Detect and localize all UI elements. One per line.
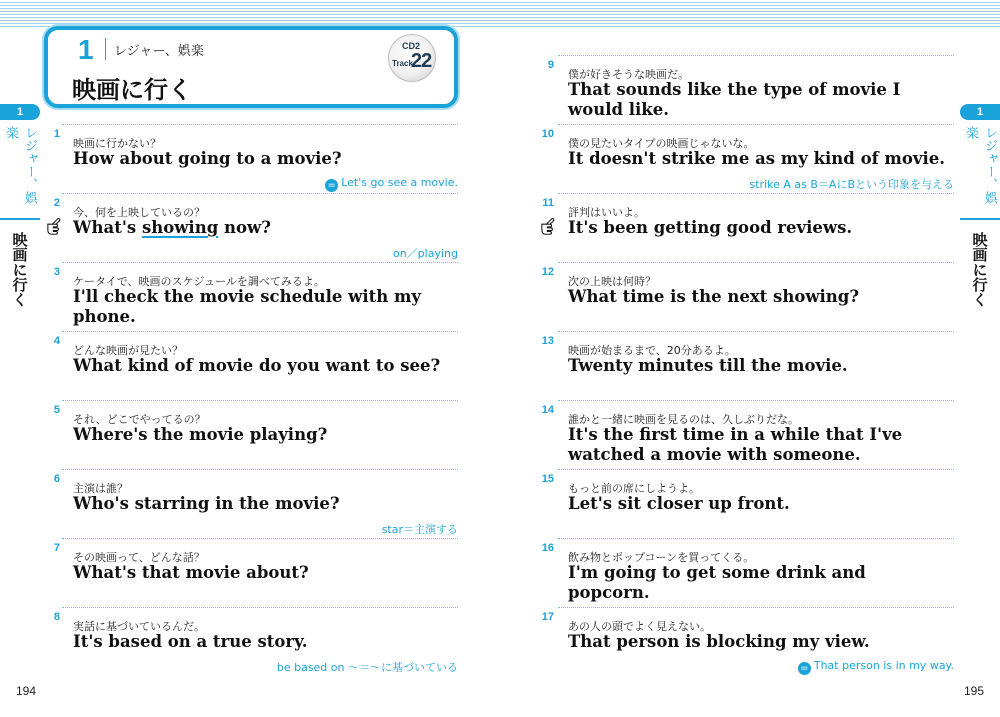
english-text: That person is blocking my view. xyxy=(568,632,870,651)
entry-number: 15 xyxy=(541,473,554,485)
phrase-entry xyxy=(500,55,1000,124)
dotted-divider xyxy=(62,538,458,539)
japanese-text: もっと前の席にしようよ。 xyxy=(568,482,700,495)
tab-title: 映画に行く xyxy=(970,232,989,307)
phrase-entry xyxy=(500,400,1000,469)
entry-number: 14 xyxy=(541,404,554,416)
entry-note: be based on 〜＝〜に基づいている xyxy=(276,661,458,674)
section-header xyxy=(44,26,458,108)
entry-number: 17 xyxy=(541,611,554,623)
phrase-entry xyxy=(0,607,500,676)
dotted-divider xyxy=(558,331,954,332)
entry-note: on／playing xyxy=(392,247,458,260)
cd-label: CD2 xyxy=(402,41,421,51)
tab-section-number: 1 xyxy=(960,104,1000,120)
dotted-divider xyxy=(558,55,954,56)
tab-title: 映画に行く xyxy=(10,232,29,307)
dotted-divider xyxy=(558,607,954,608)
phrase-entry xyxy=(500,331,1000,400)
entry-number: 13 xyxy=(541,335,554,347)
entry-number: 11 xyxy=(542,197,554,209)
phrase-entry xyxy=(0,469,500,538)
dotted-divider xyxy=(62,262,458,263)
dotted-divider xyxy=(558,469,954,470)
phrase-entry xyxy=(500,124,1000,193)
entry-number: 6 xyxy=(53,473,60,485)
dotted-divider xyxy=(558,193,954,194)
english-text: It's the first time in a while that I've watched a movie with someone. xyxy=(568,425,903,464)
english-text: I'm going to get some drink and popcorn. xyxy=(568,563,866,602)
entry-number: 16 xyxy=(541,542,554,554)
japanese-text: どんな映画が見たい？ xyxy=(73,344,183,357)
entry-number: 12 xyxy=(541,266,554,278)
dotted-divider xyxy=(62,331,458,332)
hand-pointer-icon xyxy=(46,215,68,237)
entry-number: 2 xyxy=(53,197,60,209)
english-text: It's been getting good reviews. xyxy=(568,218,853,237)
track-number: 22 xyxy=(411,50,432,72)
dotted-divider xyxy=(62,124,458,125)
japanese-text: その映画って、どんな話？ xyxy=(73,551,205,564)
phrase-entry xyxy=(0,538,500,607)
english-text: I'll check the movie schedule with my phone. xyxy=(73,287,421,326)
entry-number: 7 xyxy=(53,542,60,554)
phrase-entry xyxy=(0,400,500,469)
english-text: What kind of movie do you want to see? xyxy=(73,356,441,375)
japanese-text: 映画が始まるまで、20分あるよ。 xyxy=(568,344,736,357)
note-text: Let's go see a movie. xyxy=(341,176,458,189)
japanese-text: ケータイで、映画のスケジュールを調べてみるよ。 xyxy=(73,275,325,288)
phrase-entry xyxy=(0,331,500,400)
english-text: Twenty minutes till the movie. xyxy=(568,356,848,375)
phrase-entry xyxy=(500,262,1000,331)
underlined-word: showing xyxy=(141,218,219,237)
section-title: 映画に行く xyxy=(72,76,192,104)
dotted-divider xyxy=(558,400,954,401)
tab-section-number: 1 xyxy=(0,104,40,120)
english-text: Who's starring in the movie? xyxy=(73,494,340,513)
entry-note xyxy=(654,659,954,675)
entry-note: star＝主演する xyxy=(381,523,458,536)
equals-circle-icon: = xyxy=(798,662,811,675)
english-text: Where's the movie playing? xyxy=(73,425,328,444)
cd-icon xyxy=(388,34,436,82)
hand-pointer-icon xyxy=(540,215,562,237)
right-page xyxy=(500,0,1000,717)
english-text xyxy=(73,218,453,238)
dotted-divider xyxy=(62,469,458,470)
japanese-text: 映画に行かない？ xyxy=(73,137,161,150)
page-number: 195 xyxy=(963,684,984,698)
english-text: Let's sit closer up front. xyxy=(568,494,790,513)
section-category: レジャー、娯楽 xyxy=(114,44,204,59)
tab-category: レジャー、娯楽 xyxy=(963,126,997,204)
tab-category: レジャー、娯楽 xyxy=(3,126,37,204)
track-label: Track xyxy=(392,59,413,68)
dotted-divider xyxy=(558,538,954,539)
entry-number: 8 xyxy=(53,611,60,623)
entry-number: 9 xyxy=(547,59,554,71)
japanese-text: 主演は誰？ xyxy=(73,482,128,495)
english-text: It's based on a true story. xyxy=(73,632,308,651)
note-text: That person is in my way. xyxy=(813,659,954,672)
phrase-entry xyxy=(0,193,500,262)
equals-circle-icon: = xyxy=(325,179,338,192)
japanese-text: 僕の見たいタイプの映画じゃないな。 xyxy=(568,137,755,150)
phrase-entry xyxy=(0,124,500,193)
entry-number: 1 xyxy=(53,128,60,140)
phrase-entry xyxy=(500,469,1000,538)
section-number: 1 xyxy=(78,34,94,65)
japanese-text: それ、どこでやってるの？ xyxy=(73,413,206,426)
section-divider xyxy=(105,38,106,60)
english-text: What time is the next showing? xyxy=(568,287,859,306)
japanese-text: 次の上映は何時？ xyxy=(568,275,656,288)
japanese-text: 評判はいいよ。 xyxy=(568,206,645,219)
entry-number: 4 xyxy=(53,335,60,347)
page-number: 194 xyxy=(16,684,37,698)
phrase-entry xyxy=(500,607,1000,676)
dotted-divider xyxy=(558,124,954,125)
phrase-entry xyxy=(500,193,1000,262)
japanese-text: 今、何を上映しているの？ xyxy=(73,206,205,219)
entry-number: 3 xyxy=(53,266,60,278)
japanese-text: あの人の頭でよく見えない。 xyxy=(568,620,711,633)
english-text-after: now? xyxy=(223,218,271,237)
entry-number: 5 xyxy=(53,404,60,416)
phrase-entry xyxy=(0,262,500,331)
english-text: What's that movie about? xyxy=(73,563,309,582)
english-text: That sounds like the type of movie I would like. xyxy=(568,80,901,119)
japanese-text: 僕が好きそうな映画だ。 xyxy=(568,68,689,81)
dotted-divider xyxy=(558,262,954,263)
phrase-entry xyxy=(500,538,1000,607)
english-text: How about going to a movie? xyxy=(73,149,342,168)
entry-note xyxy=(158,176,458,192)
english-text: It doesn't strike me as my kind of movie. xyxy=(568,149,945,168)
japanese-text: 実話に基づいているんだ。 xyxy=(73,620,205,633)
dotted-divider xyxy=(62,193,458,194)
japanese-text: 飲み物とポップコーンを買ってくる。 xyxy=(568,551,755,564)
english-text-before: What's xyxy=(73,218,137,237)
entry-note: strike A as B＝AにBという印象を与える xyxy=(749,178,954,191)
dotted-divider xyxy=(62,400,458,401)
japanese-text: 誰かと一緒に映画を見るのは、久しぶりだな。 xyxy=(568,413,799,426)
entry-number: 10 xyxy=(541,128,554,140)
dotted-divider xyxy=(62,607,458,608)
